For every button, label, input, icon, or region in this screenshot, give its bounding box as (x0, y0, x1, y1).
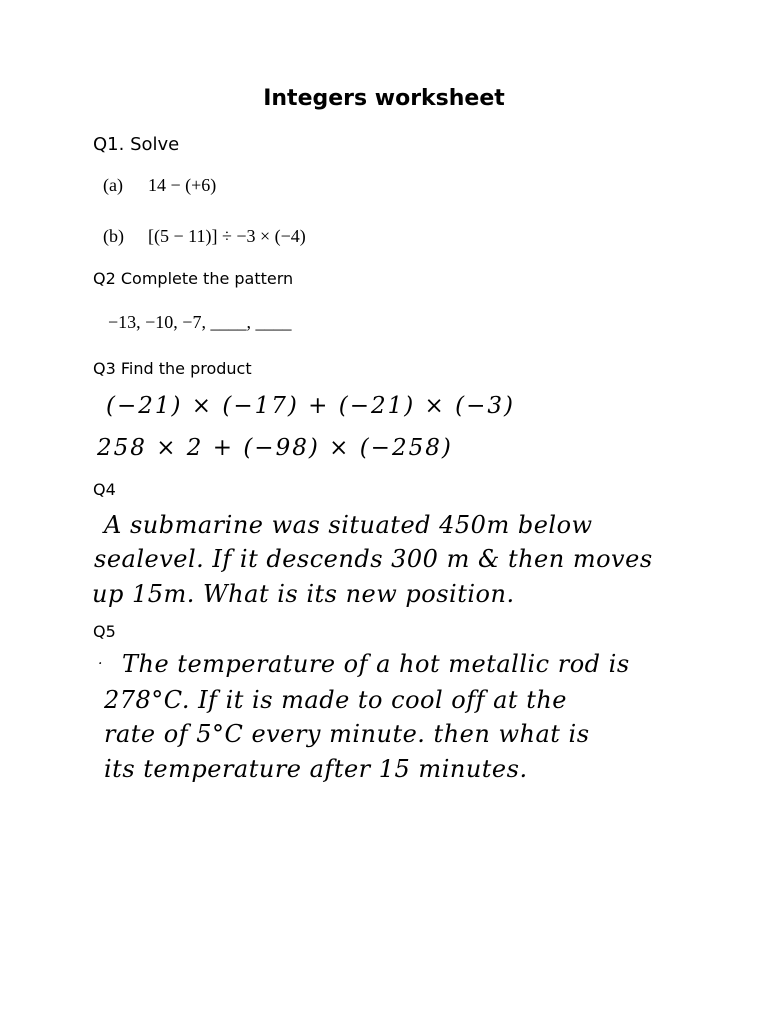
q5-heading: Q5 (93, 622, 116, 641)
q5-bullet: · (98, 656, 103, 672)
q2-heading: Q2 Complete the pattern (93, 269, 294, 288)
q3-heading: Q3 Find the product (93, 359, 252, 378)
q4-line-2: sealevel. If it descends 300 m & then moves (94, 545, 653, 573)
q4-line-1: A submarine was situated 450m below (104, 511, 593, 539)
q2-pattern: −13, −10, −7, ____, ____ (108, 312, 292, 332)
q4-line-3: up 15m. What is its new position. (92, 580, 515, 608)
q1-a-expression: 14 − (+6) (148, 175, 217, 195)
q5-line-4: its temperature after 15 minutes. (104, 755, 528, 783)
q1-a-label: (a) (103, 175, 123, 195)
q3-expression-2: 258 × 2 + (−98) × (−258) (97, 435, 453, 461)
q5-line-1: The temperature of a hot metallic rod is (122, 650, 630, 678)
q1-heading: Q1. Solve (93, 134, 180, 155)
q5-line-2: 278°C. If it is made to cool off at the (104, 686, 567, 714)
q1-b-expression: [(5 − 11)] ÷ −3 × (−4) (148, 226, 306, 246)
page-title: Integers worksheet (263, 86, 505, 111)
q5-line-3: rate of 5°C every minute. then what is (104, 720, 590, 748)
q3-expression-1: (−21) × (−17) + (−21) × (−3) (106, 393, 515, 419)
q1-b-label: (b) (103, 226, 124, 246)
q4-heading: Q4 (93, 480, 116, 499)
